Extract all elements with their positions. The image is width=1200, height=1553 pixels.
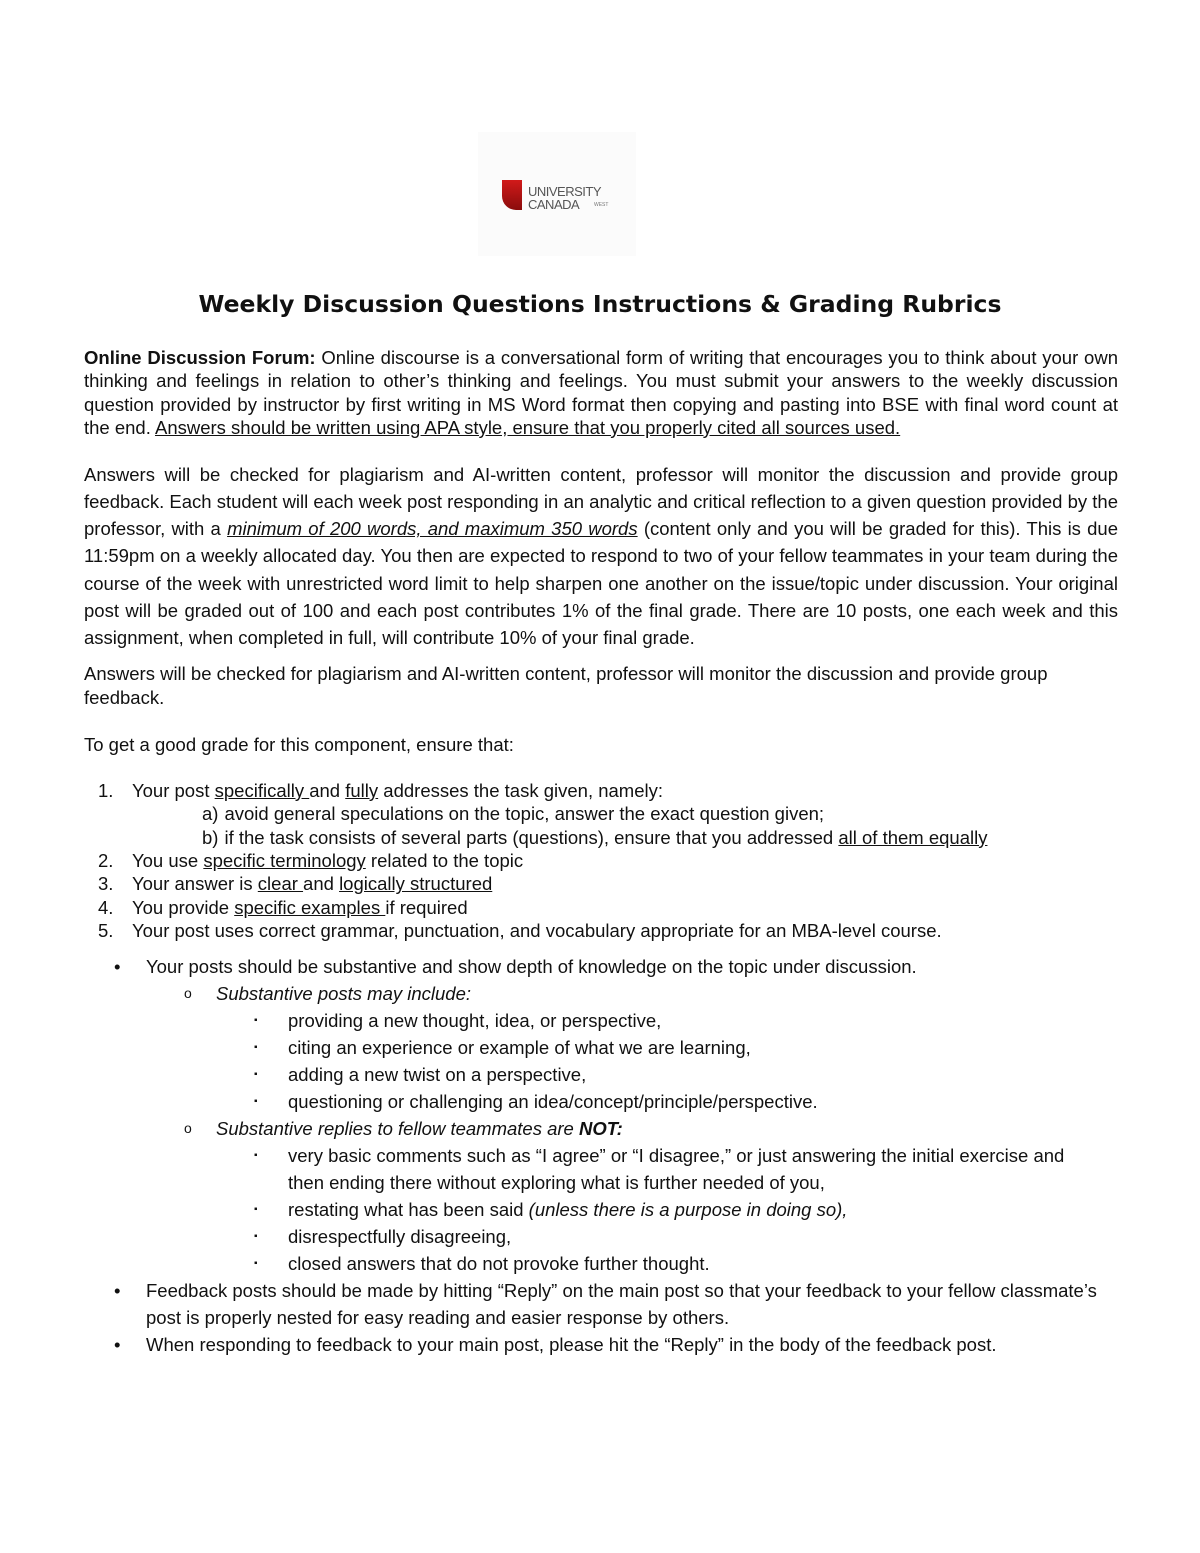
grading-paragraph <box>84 461 1118 651</box>
bullet-text: Feedback posts should be made by hitting “Reply” on the main post so that your feedback to your fellow classmate’s post is properly nested for easy reading and easier response by others. <box>146 1279 1097 1328</box>
list-item <box>84 779 1118 849</box>
square-bullet-icon: ▪ <box>254 1230 258 1242</box>
square-bullet-icon: ▪ <box>254 1041 258 1053</box>
item-emph: fully <box>345 779 379 801</box>
list-item <box>84 896 1118 919</box>
sub-heading-emph: NOT: <box>578 1117 623 1139</box>
intro-paragraph <box>84 346 1118 439</box>
item-text: if required <box>385 896 468 918</box>
bullet-item <box>84 953 1118 980</box>
item-text: Your post <box>132 779 215 801</box>
sub-item <box>132 802 1118 825</box>
document-title: Weekly Discussion Questions Instructions & Grading Rubrics <box>198 290 1002 318</box>
item-text: and <box>303 873 340 895</box>
sub-sub-bullet <box>84 1034 1118 1061</box>
word-limit: minimum of 200 words, and maximum 350 words <box>227 518 638 540</box>
item-emph: specific examples <box>234 896 386 918</box>
grading-text: Answers will be checked for plagiarism and AI-written content, professor will monitor the discussion and provide group feedback. Each student will each week post responding in an analytic and critical reflection to a given question provided by the professor, with a <box>84 464 1118 540</box>
sub-heading: Substantive replies to fellow teammates are <box>216 1117 579 1139</box>
sub-letter: b) <box>202 826 219 848</box>
sub-text: if the task consists of several parts (questions), ensure that you addressed <box>224 826 839 848</box>
sub-sub-bullet <box>84 1007 1118 1034</box>
bullet-text: closed answers that do not provoke further thought. <box>288 1252 710 1274</box>
sub-item <box>132 826 1118 849</box>
sub-sub-bullet <box>84 1088 1118 1115</box>
logo-text: CANADA <box>528 197 580 212</box>
bullet-list <box>84 953 1118 1358</box>
circle-bullet-icon: o <box>184 984 192 1001</box>
circle-bullet-icon: o <box>184 1119 192 1136</box>
square-bullet-icon: ▪ <box>254 1095 258 1107</box>
apa-note: Answers should be written using APA style, ensure that you properly cited all sources used. <box>154 416 901 438</box>
bullet-text: questioning or challenging an idea/concept/principle/perspective. <box>288 1090 818 1112</box>
logo-text: WEST <box>594 202 609 208</box>
logo-shield-icon <box>502 180 522 210</box>
square-bullet-icon: ▪ <box>254 1203 258 1215</box>
list-number: 2. <box>98 850 114 872</box>
item-emph: specific terminology <box>203 850 366 872</box>
university-logo <box>478 132 636 256</box>
square-bullet-icon: ▪ <box>254 1014 258 1026</box>
good-grade-intro: To get a good grade for this component, ensure that: <box>84 733 514 755</box>
bullet-icon: • <box>114 1279 121 1301</box>
square-bullet-icon: ▪ <box>254 1149 258 1161</box>
square-bullet-icon: ▪ <box>254 1257 258 1269</box>
bullet-text: providing a new thought, idea, or perspective, <box>288 1009 662 1031</box>
item-text: Your post uses correct grammar, punctuation, and vocabulary appropriate for an MBA-level course. <box>132 920 942 942</box>
intro-text: Online discourse is a conversational form of writing that encourages you to think about your own thinking and feelings in relation to other’s thinking and feelings. You must submit your answers to the weekly discussion question provided by instructor by first writing in MS Word format then copying and pasting into BSE with final word count at the end. <box>84 347 1118 438</box>
item-emph: specifically <box>214 779 310 801</box>
list-number: 3. <box>98 873 114 895</box>
sub-letter: a) <box>202 803 219 825</box>
list-number: 1. <box>98 779 114 801</box>
sub-bullet <box>84 980 1118 1007</box>
sub-sub-bullet <box>84 1196 1118 1223</box>
list-number: 5. <box>98 920 114 942</box>
item-text: addresses the task given, namely: <box>378 779 664 801</box>
bullet-item <box>84 1331 1118 1358</box>
sub-emph: all of them equally <box>838 826 988 848</box>
sub-sub-bullet <box>84 1223 1118 1250</box>
bullet-item <box>84 1277 1118 1331</box>
item-text: and <box>309 779 346 801</box>
bullet-text: Your posts should be substantive and show depth of knowledge on the topic under discussion. <box>146 955 917 977</box>
bullet-text: very basic comments such as “I agree” or “I disagree,” or just answering the initial exercise and then ending there without exploring what is further needed of you, <box>288 1144 1065 1193</box>
plagiarism-paragraph: Answers will be checked for plagiarism and AI-written content, professor will monitor the discussion and provide group feedback. <box>84 662 1048 708</box>
criteria-list <box>84 779 1118 943</box>
item-emph: logically structured <box>339 873 493 895</box>
sub-text: avoid general speculations on the topic, answer the exact question given; <box>224 803 825 825</box>
sub-sub-bullet <box>84 1061 1118 1088</box>
sub-heading: Substantive posts may include: <box>216 982 472 1004</box>
item-emph: clear <box>257 873 304 895</box>
item-text: Your answer is <box>132 873 258 895</box>
bullet-text: disrespectfully disagreeing, <box>288 1225 512 1247</box>
item-text: related to the topic <box>365 850 524 872</box>
bullet-text: adding a new twist on a perspective, <box>288 1063 587 1085</box>
list-number: 4. <box>98 896 114 918</box>
item-text: You use <box>132 850 204 872</box>
list-item <box>84 849 1118 872</box>
list-item <box>84 872 1118 895</box>
bullet-text: citing an experience or example of what we are learning, <box>288 1036 751 1058</box>
intro-label: Online Discussion Forum: <box>84 347 316 368</box>
sub-sub-bullet <box>84 1142 1118 1196</box>
bullet-icon: • <box>114 955 121 977</box>
bullet-icon: • <box>114 1333 121 1355</box>
logo-text: UNIVERSITY <box>528 184 602 199</box>
sub-sub-bullet <box>84 1250 1118 1277</box>
square-bullet-icon: ▪ <box>254 1068 258 1080</box>
item-text: You provide <box>132 896 235 918</box>
bullet-note: (unless there is a purpose in doing so), <box>528 1198 848 1220</box>
document-body <box>84 346 1118 1358</box>
bullet-text: restating what has been said <box>288 1198 529 1220</box>
grading-text: (content only and you will be graded for this). This is due 11:59pm on a weekly allocated day. You then are expected to respond to two of your fellow teammates in your team during the course of the week with unrestricted word limit to help sharpen one another on the issue/topic under discussion. Your original post will be graded out of 100 and each post contributes 1% of the final grade. There are 10 posts, one each week and this assignment, when completed in full, will contribute 10% of your final grade. <box>84 518 1119 648</box>
sub-bullet <box>84 1115 1118 1142</box>
list-item <box>84 919 1118 942</box>
bullet-text: When responding to feedback to your main post, please hit the “Reply” in the body of the feedback post. <box>146 1333 997 1355</box>
